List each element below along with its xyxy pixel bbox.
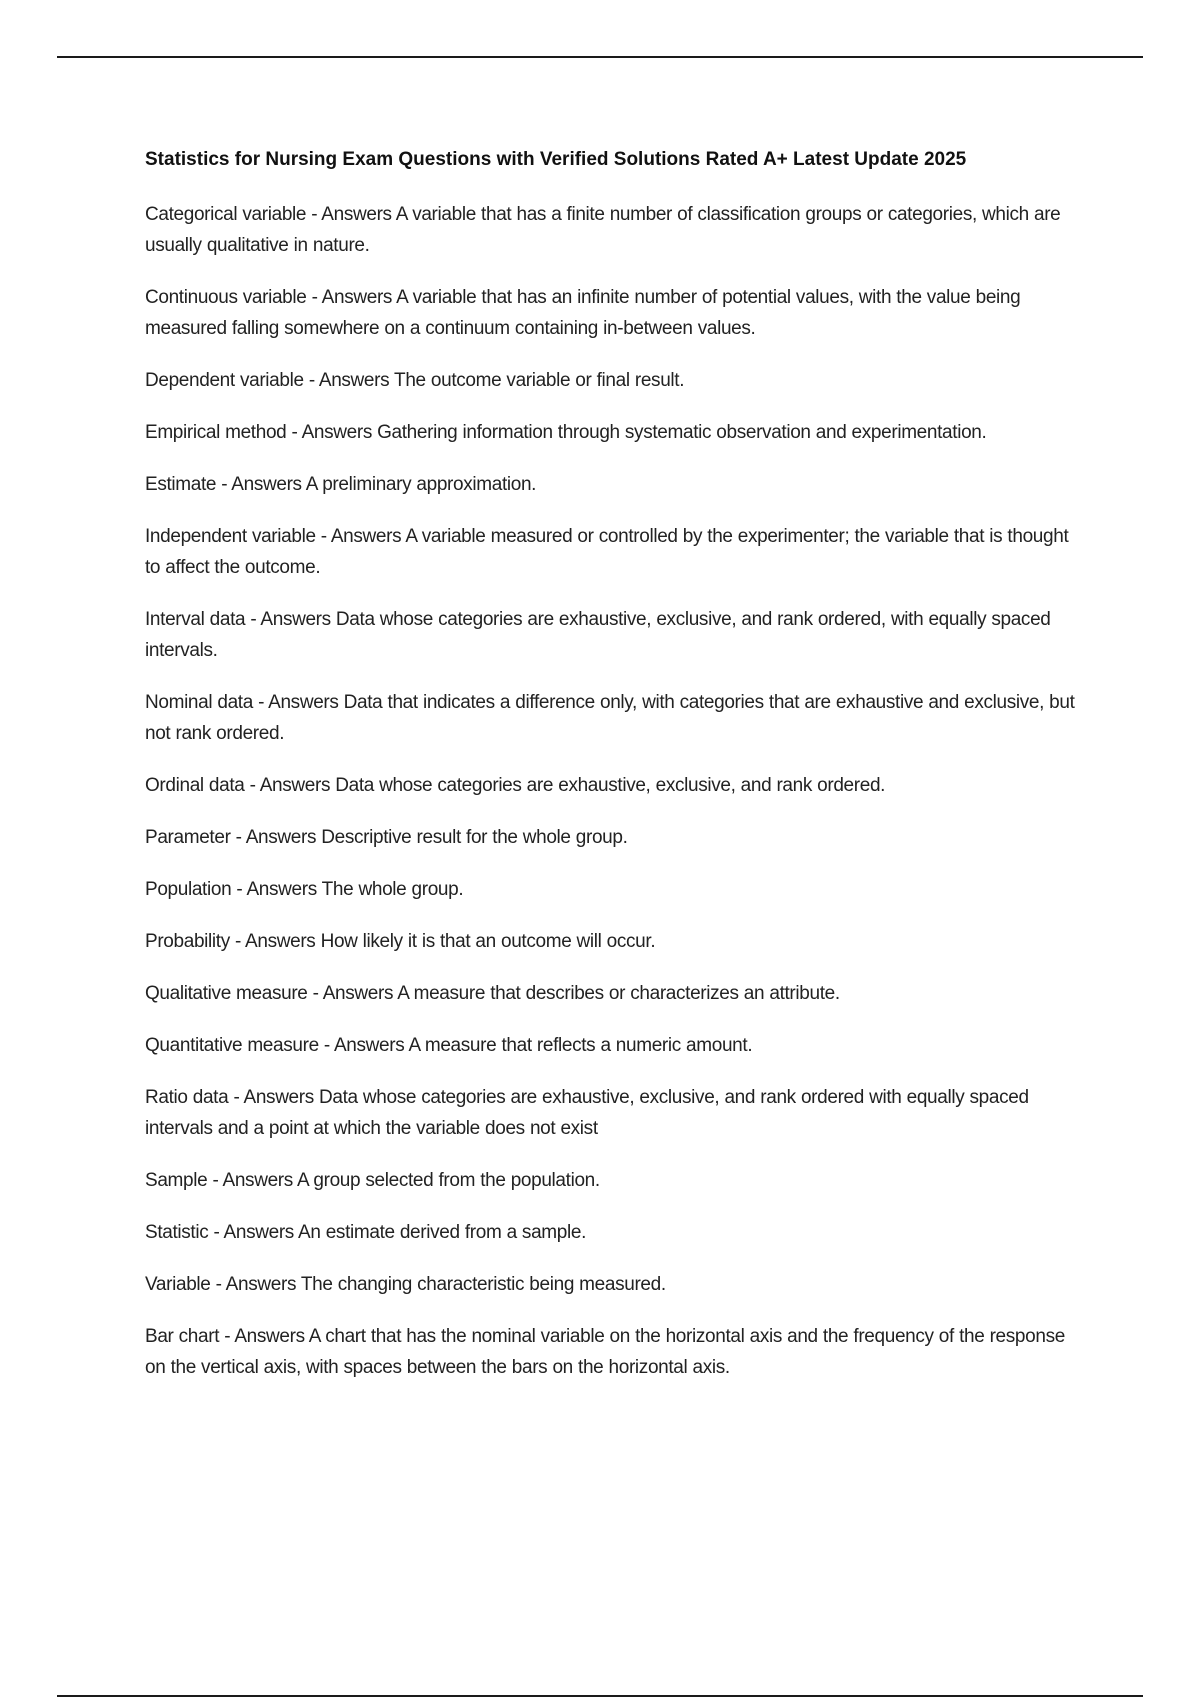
definition-sample: Sample - Answers A group selected from the population. (145, 1170, 600, 1191)
definition-probability: Probability - Answers How likely it is that an outcome will occur. (145, 931, 656, 952)
definition-quantitative-measure: Quantitative measure - Answers A measure that reflects a numeric amount. (145, 1035, 753, 1056)
definition-bar-chart: Bar chart - Answers A chart that has the nominal variable on the horizontal axis and the frequency of the response on the vertical axis, with spaces between the bars on the horizontal axis. (145, 1326, 1065, 1378)
definition-population: Population - Answers The whole group. (145, 879, 464, 900)
definition-estimate: Estimate - Answers A preliminary approximation. (145, 474, 537, 495)
top-rule (57, 56, 1143, 58)
definition-categorical-variable: Categorical variable - Answers A variable that has a finite number of classification groups or categories, which are usually qualitative in nature. (145, 204, 1061, 256)
definition-variable: Variable - Answers The changing characteristic being measured. (145, 1274, 666, 1295)
definition-empirical-method: Empirical method - Answers Gathering information through systematic observation and experimentation. (145, 422, 987, 443)
definition-continuous-variable: Continuous variable - Answers A variable that has an infinite number of potential values, with the value being measured falling somewhere on a continuum containing in-between values. (145, 287, 1021, 339)
definition-list (145, 199, 1085, 1383)
definition-qualitative-measure: Qualitative measure - Answers A measure that describes or characterizes an attribute. (145, 983, 840, 1004)
definition-statistic: Statistic - Answers An estimate derived from a sample. (145, 1222, 586, 1243)
document-body (145, 145, 1085, 1404)
definition-ratio-data: Ratio data - Answers Data whose categories are exhaustive, exclusive, and rank ordered with equally spaced intervals and a point at which the variable does not exist (145, 1087, 1029, 1139)
definition-nominal-data: Nominal data - Answers Data that indicates a difference only, with categories that are exhaustive and exclusive, but not rank ordered. (145, 692, 1075, 744)
document-title: Statistics for Nursing Exam Questions with Verified Solutions Rated A+ Latest Update 2025 (145, 149, 967, 170)
definition-dependent-variable: Dependent variable - Answers The outcome variable or final result. (145, 370, 685, 391)
definition-interval-data: Interval data - Answers Data whose categories are exhaustive, exclusive, and rank ordered, with equally spaced intervals. (145, 609, 1051, 661)
bottom-rule (57, 1695, 1143, 1697)
definition-independent-variable: Independent variable - Answers A variable measured or controlled by the experimenter; the variable that is thought to affect the outcome. (145, 526, 1069, 578)
definition-ordinal-data: Ordinal data - Answers Data whose categories are exhaustive, exclusive, and rank ordered. (145, 775, 886, 796)
definition-parameter: Parameter - Answers Descriptive result for the whole group. (145, 827, 628, 848)
